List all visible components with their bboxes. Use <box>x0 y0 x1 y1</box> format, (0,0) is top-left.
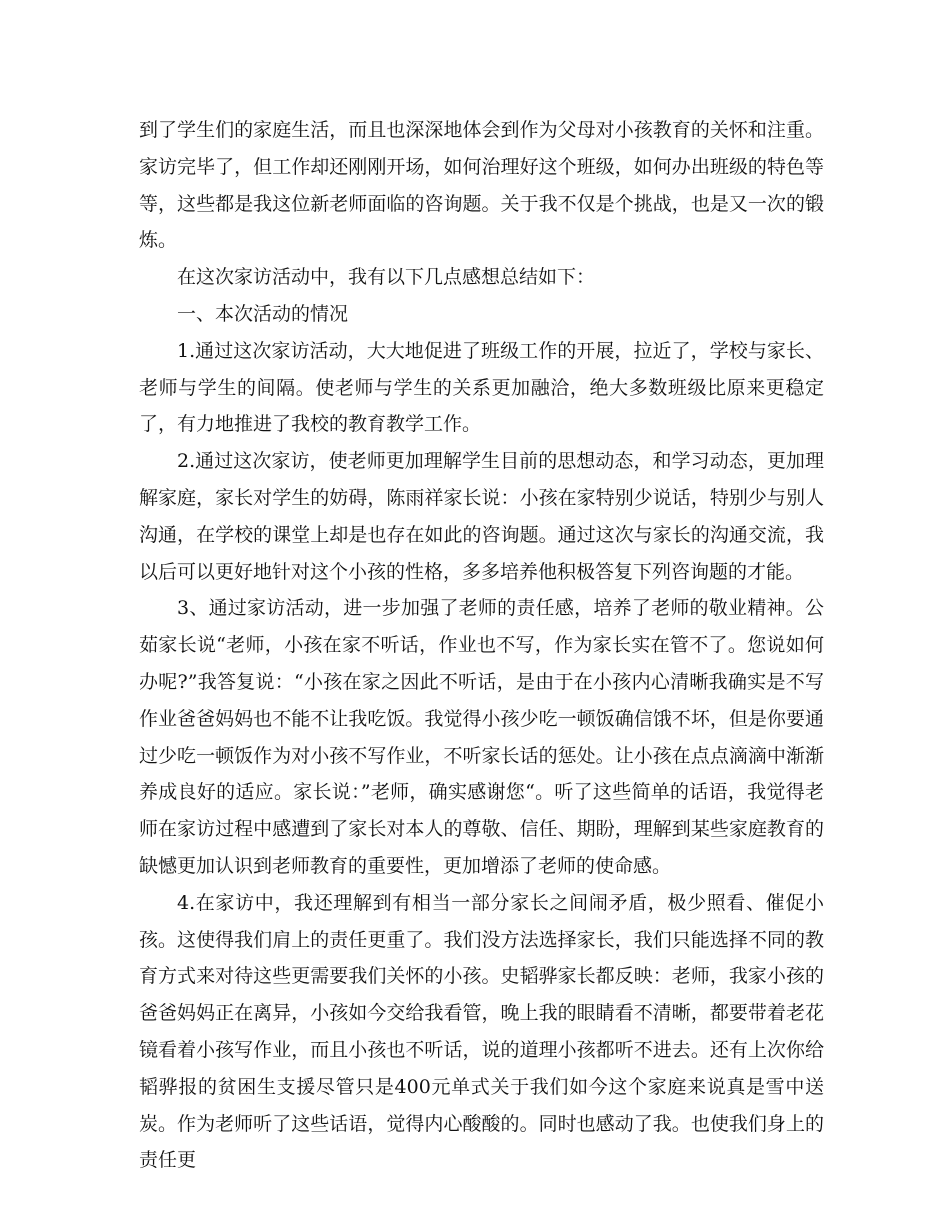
paragraph-intro: 在这次家访活动中，我有以下几点感想总结如下： <box>177 266 596 289</box>
paragraph-continuation: 到了学生们的家庭生活，而且也深深地体会到作为父母对小孩教育的关怀和注重。家访完毕了，但工作却还刚刚开场，如何治理好这个班级，如何办出班级的特色等等，这些都是我这位新老师面临的咨询题。关于我不仅是个挑战，也是又一次的锻炼。 <box>139 119 824 252</box>
paragraph-point-3: 3、通过家访活动，进一步加强了老师的责任感，培养了老师的敬业精神。公茹家长说“老师，小孩在家不听话，作业也不写，作为家长实在管不了。您说如何办呢?”我答复说：“小孩在家之因此不听话，是由于在小孩内心清晰我确实是不写作业爸爸妈妈也不能不让我吃饭。我觉得小孩少吃一顿饭确信饿不坏，但是你要通过少吃一顿饭作为对小孩不写作业，不听家长话的惩处。让小孩在点点滴滴中渐渐养成良好的适应。家长说：”老师，确实感谢您“。听了这些简单的话语，我觉得老师在家访过程中感遭到了家长对本人的尊敬、信任、期盼，理解到某些家庭教育的缺憾更加认识到老师教育的重要性，更加增添了老师的使命感。 <box>139 597 824 877</box>
paragraph-point-2: 2.通过这次家访，使老师更加理解学生目前的思想动态，和学习动态，更加理解家庭，家长对学生的妨碍，陈雨祥家长说：小孩在家特别少说话，特别少与别人沟通，在学校的课堂上却是也存在如此的咨询题。通过这次与家长的沟通交流，我以后可以更好地针对这个小孩的性格，多多培养他积极答复下列咨询题的才能。 <box>139 450 824 583</box>
paragraph-point-1: 1.通过这次家访活动，大大地促进了班级工作的开展，拉近了，学校与家长、老师与学生的间隔。使老师与学生的关系更加融洽，绝大多数班级比原来更稳定了，有力地推进了我校的教育教学工作。 <box>139 339 824 436</box>
section-heading: 一、本次活动的情况 <box>177 302 349 325</box>
paragraph-point-4: 4.在家访中，我还理解到有相当一部分家长之间闹矛盾，极少照看、催促小孩。这使得我们肩上的责任更重了。我们没方法选择家长，我们只能选择不同的教育方式来对待这些更需要我们关怀的小孩。史韬骅家长都反映：老师，我家小孩的爸爸妈妈正在离异，小孩如今交给我看管，晚上我的眼睛看不清晰，都要带着老花镜看着小孩写作业，而且小孩也不听话，说的道理小孩都听不进去。还有上次你给韬骅报的贫困生支援尽管只是400元单式关于我们如今这个家庭来说真是雪中送炭。作为老师听了这些话语，觉得内心酸酸的。同时也感动了我。也使我们身上的责任更 <box>139 891 824 1172</box>
document-body <box>139 112 824 1179</box>
